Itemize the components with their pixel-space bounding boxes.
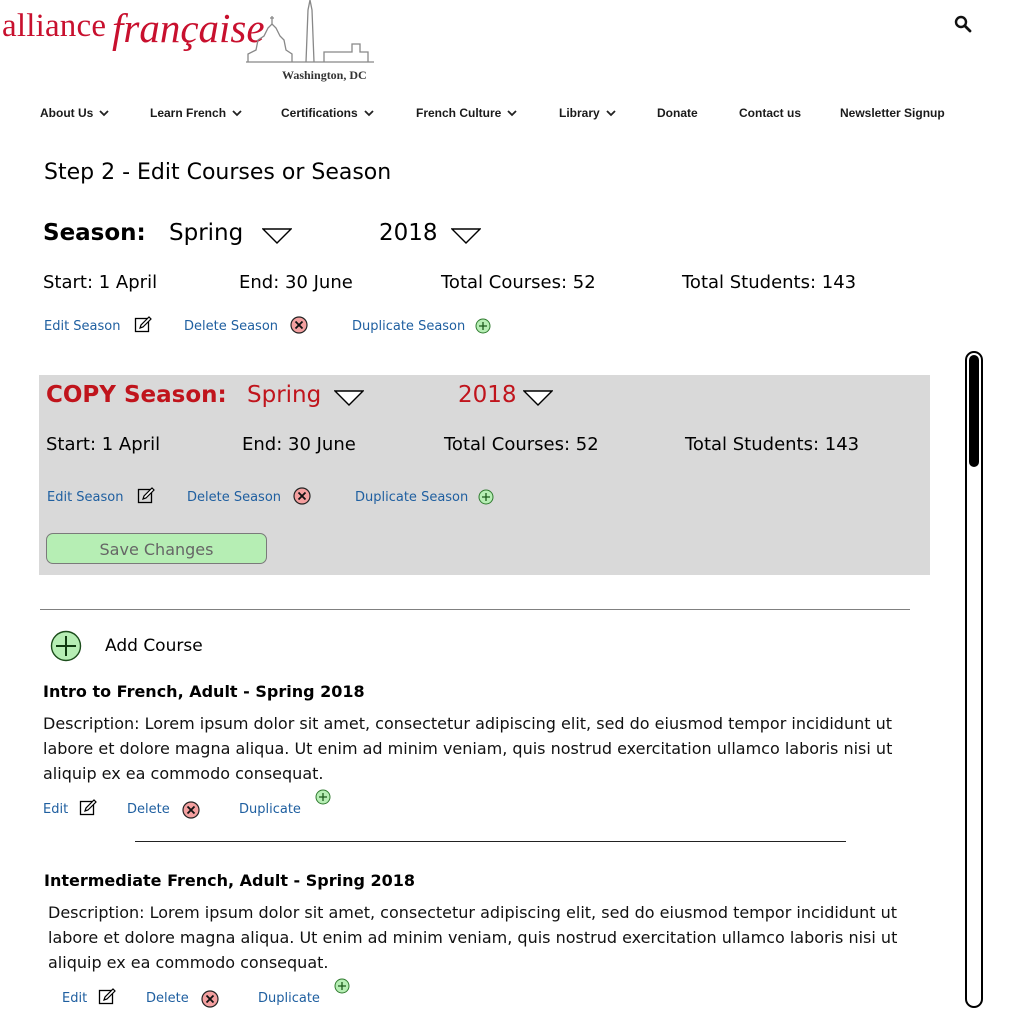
scrollbar-thumb[interactable]: [969, 355, 979, 467]
nav-donate[interactable]: [657, 106, 698, 120]
nav-label: Newsletter Signup: [840, 106, 945, 120]
description-label: Description:: [48, 903, 145, 922]
course-title: Intermediate French, Adult - Spring 2018: [44, 871, 416, 890]
plus-circle-icon[interactable]: [478, 489, 494, 505]
course-description: [48, 900, 933, 975]
edit-icon[interactable]: [134, 316, 152, 334]
delete-season-link[interactable]: Delete Season: [184, 319, 279, 334]
chevron-down-icon: [232, 110, 242, 117]
edit-icon[interactable]: [98, 988, 116, 1006]
caret-down-icon[interactable]: [262, 227, 292, 245]
copy-season-start: Start: 1 April: [46, 434, 161, 455]
duplicate-season-link[interactable]: Duplicate Season: [352, 319, 466, 334]
copy-season-label: COPY Season:: [46, 382, 227, 408]
copy-season-total-courses: Total Courses: 52: [444, 434, 599, 455]
nav-label: Donate: [657, 106, 698, 120]
divider: [40, 609, 910, 610]
chevron-down-icon: [606, 110, 616, 117]
duplicate-course-link[interactable]: Duplicate: [258, 991, 320, 1006]
page-title: Step 2 - Edit Courses or Season: [44, 160, 392, 185]
logo-word-alliance: alliance: [2, 8, 107, 44]
season-start: Start: 1 April: [43, 272, 158, 293]
delete-course-link[interactable]: Delete: [127, 802, 170, 817]
nav-newsletter-signup[interactable]: [840, 106, 945, 120]
delete-icon[interactable]: [201, 990, 219, 1008]
season-year-select[interactable]: 2018: [379, 220, 438, 246]
caret-down-icon[interactable]: [523, 389, 553, 407]
nav-label: Contact us: [739, 106, 802, 120]
course-divider: [135, 841, 846, 842]
caret-down-icon[interactable]: [334, 389, 364, 407]
nav-french-culture[interactable]: [416, 106, 517, 120]
nav-label: Certifications: [281, 106, 358, 120]
nav-learn-french[interactable]: [150, 106, 242, 120]
logo-subtitle: Washington, DC: [282, 68, 367, 82]
nav-about-us[interactable]: [40, 106, 109, 120]
nav-library[interactable]: [559, 106, 616, 120]
skyline-logo-icon: [244, 0, 384, 70]
season-end: End: 30 June: [239, 272, 353, 293]
edit-course-link[interactable]: Edit: [43, 802, 69, 817]
add-course-button[interactable]: Add Course: [105, 636, 203, 656]
caret-down-icon[interactable]: [451, 227, 481, 245]
copy-season-year-select[interactable]: 2018: [458, 382, 517, 408]
search-icon[interactable]: [954, 15, 972, 33]
copy-delete-season-link[interactable]: Delete Season: [187, 490, 282, 505]
nav-label: Learn French: [150, 106, 227, 120]
copy-season-term-select[interactable]: Spring: [247, 382, 322, 408]
edit-course-link[interactable]: Edit: [62, 991, 88, 1006]
logo-word-francaise: française: [112, 5, 265, 51]
chevron-down-icon: [364, 110, 374, 117]
description-text: Lorem ipsum dolor sit amet, consectetur adipiscing elit, sed do eiusmod tempor incididunt ut labore et dolore magna aliqua. Ut enim ad minim veniam, quis nostrud exercitation ullamco laboris nisi ut aliquip ex ea commodo consequat.: [43, 714, 893, 783]
main-nav: [0, 100, 1024, 128]
copy-season-total-students: Total Students: 143: [685, 434, 860, 455]
season-total-courses: Total Courses: 52: [441, 272, 596, 293]
plus-circle-icon[interactable]: [475, 318, 491, 334]
description-label: Description:: [43, 714, 140, 733]
season-total-students: Total Students: 143: [682, 272, 857, 293]
copy-edit-season-link[interactable]: Edit Season: [47, 490, 124, 505]
copy-season-end: End: 30 June: [242, 434, 356, 455]
nav-label: French Culture: [416, 106, 502, 120]
season-label: Season:: [43, 220, 146, 246]
delete-icon[interactable]: [290, 316, 308, 334]
description-text: Lorem ipsum dolor sit amet, consectetur adipiscing elit, sed do eiusmod tempor incididunt ut labore et dolore magna aliqua. Ut enim ad minim veniam, quis nostrud exercitation ullamco laboris nisi ut aliquip ex ea commodo consequat.: [48, 903, 898, 972]
plus-circle-icon[interactable]: [315, 789, 331, 805]
nav-certifications[interactable]: [281, 106, 374, 120]
edit-season-link[interactable]: Edit Season: [44, 319, 121, 334]
add-course-icon[interactable]: [50, 630, 82, 662]
course-title: Intro to French, Adult - Spring 2018: [43, 682, 365, 701]
chevron-down-icon: [99, 110, 109, 117]
edit-icon[interactable]: [79, 799, 97, 817]
season-term-select[interactable]: Spring: [169, 220, 244, 246]
edit-icon[interactable]: [137, 487, 155, 505]
save-changes-button[interactable]: Save Changes: [46, 533, 267, 564]
delete-course-link[interactable]: Delete: [146, 991, 189, 1006]
nav-contact-us[interactable]: [739, 106, 801, 120]
chevron-down-icon: [507, 110, 517, 117]
plus-circle-icon[interactable]: [334, 978, 350, 994]
duplicate-course-link[interactable]: Duplicate: [239, 802, 301, 817]
nav-label: Library: [559, 106, 600, 120]
course-description: [43, 711, 928, 786]
delete-icon[interactable]: [182, 801, 200, 819]
copy-duplicate-season-link[interactable]: Duplicate Season: [355, 490, 469, 505]
delete-icon[interactable]: [293, 487, 311, 505]
nav-label: About Us: [40, 106, 94, 120]
